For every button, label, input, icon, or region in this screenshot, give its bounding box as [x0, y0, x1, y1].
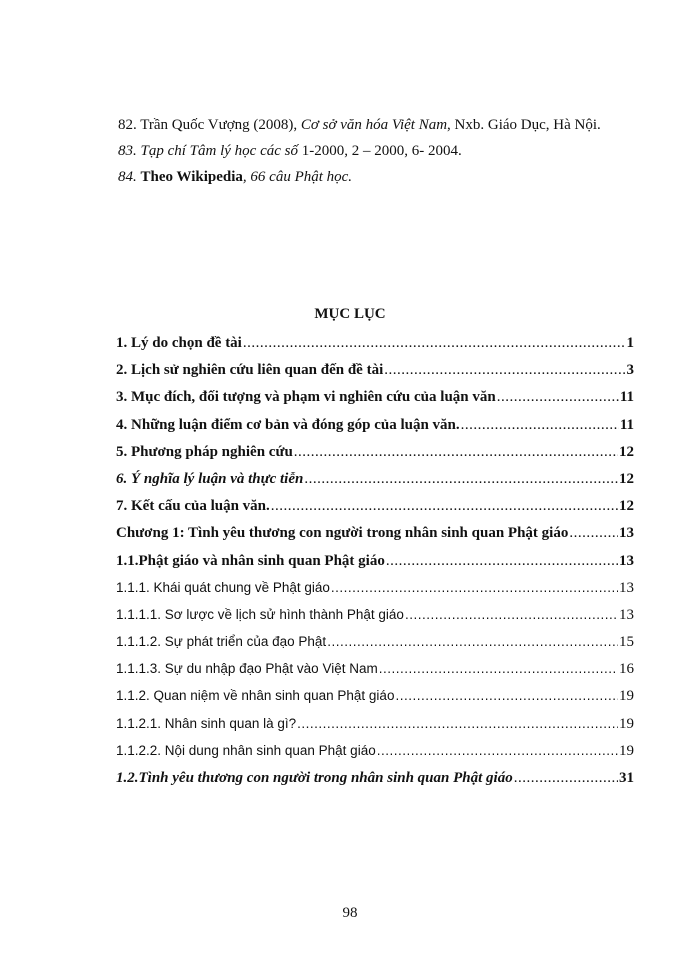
toc-entry-text: 1.1.1. Khái quát chung về Phật giáo [116, 579, 330, 595]
toc-entry-page: 13 [619, 606, 634, 623]
toc-entry-page: 1 [626, 335, 634, 351]
reference-author: Trần Quốc Vượng (2008), [140, 117, 301, 133]
reference-title: Tạp chí Tâm lý học các số [140, 143, 298, 159]
toc-entry-text: 4. Những luận điểm cơ bản và đóng góp của luận văn. [116, 416, 460, 433]
toc-entry-page: 11 [619, 389, 634, 406]
toc-entry-text: 3. Mục đích, đối tượng và phạm vi nghiên cứu của luận văn [116, 389, 496, 406]
toc-entry-text: 2. Lịch sử nghiên cứu liên quan đến đề tài [116, 362, 384, 379]
toc-entry-text: 1.1.2. Quan niệm về nhân sinh quan Phật giáo [116, 688, 395, 704]
toc-leader-dots [569, 525, 618, 542]
toc-entry-page: 3 [626, 362, 634, 379]
toc-entry-text: 1.1.1.1. Sơ lược về lịch sử hình thành Phật giáo [116, 606, 404, 622]
toc-entry [116, 444, 634, 471]
reference-source: Theo Wikipedia [140, 169, 243, 185]
toc-entry-page: 19 [619, 688, 634, 705]
toc-entry [116, 688, 634, 715]
toc-leader-dots [327, 634, 618, 649]
toc-entry [116, 743, 634, 770]
toc-entry [116, 634, 634, 661]
toc-entry-page: 12 [619, 498, 634, 515]
reference-title: , 66 câu Phật học. [242, 169, 353, 185]
toc-entry-text: 1.2.Tình yêu thương con người trong nhân sinh quan Phật giáo [116, 770, 513, 786]
toc-entry [116, 553, 634, 580]
toc-entry-page: 12 [619, 443, 634, 460]
toc-leader-dots [304, 471, 618, 488]
reference-number: 82. [118, 117, 141, 133]
toc-entry-page: 16 [619, 661, 634, 678]
reference-item-82 [118, 112, 634, 138]
toc-entry [116, 716, 634, 743]
toc-entry [116, 471, 634, 498]
reference-publisher: , Nxb. Giáo Dục, Hà Nội. [447, 117, 601, 133]
toc-leader-dots [294, 444, 618, 461]
toc-entry [116, 335, 634, 362]
toc-entry-text: 1.1.2.2. Nội dung nhân sinh quan Phật giáo [116, 742, 376, 758]
reference-list [118, 112, 634, 190]
reference-title: Cơ sở văn hóa Việt Nam [300, 117, 448, 133]
toc-leader-dots [386, 553, 618, 570]
toc-entry-text: 1.1.2.1. Nhân sinh quan là gì? [116, 715, 297, 731]
table-of-contents [116, 335, 634, 797]
toc-title: MỤC LỤC [314, 306, 386, 322]
toc-leader-dots [377, 743, 618, 758]
toc-entry-page: 31 [619, 770, 634, 786]
toc-entry-text: 1.1.1.2. Sự phát triển của đạo Phật [116, 634, 327, 650]
toc-leader-dots [514, 770, 618, 787]
toc-entry [116, 607, 634, 634]
reference-number: 84. [118, 169, 141, 185]
toc-entry-text: 7. Kết cấu của luận văn. [116, 498, 270, 515]
reference-item-83 [118, 138, 634, 164]
toc-entry [116, 661, 634, 688]
toc-entry-page: 15 [619, 634, 634, 651]
toc-leader-dots [405, 607, 618, 622]
toc-entry-page: 19 [619, 742, 634, 759]
toc-leader-dots [384, 362, 625, 379]
toc-leader-dots [379, 661, 618, 676]
toc-leader-dots [395, 688, 618, 703]
toc-entry-text: Chương 1: Tình yêu thương con người trong nhân sinh quan Phật giáo [116, 525, 569, 542]
toc-leader-dots [497, 389, 619, 406]
toc-entry [116, 362, 634, 389]
toc-entry [116, 389, 634, 416]
toc-entry-page: 12 [619, 470, 634, 487]
toc-entry-text: 6. Ý nghĩa lý luận và thực tiễn [116, 470, 304, 487]
toc-entry-text: 5. Phương pháp nghiên cứu [116, 443, 293, 460]
page-number: 98 [342, 905, 358, 921]
toc-entry-page: 13 [619, 579, 634, 596]
toc-entry-text: 1.1.1.3. Sự du nhập đạo Phật vào Việt Nam [116, 661, 378, 677]
toc-leader-dots [297, 716, 618, 731]
toc-leader-dots [331, 580, 618, 595]
toc-entry [116, 417, 634, 444]
toc-entry [116, 525, 634, 552]
toc-leader-dots [271, 498, 618, 515]
toc-entry-page: 13 [619, 525, 634, 542]
toc-entry-page: 19 [619, 715, 634, 732]
toc-entry-page: 11 [619, 416, 634, 433]
reference-item-84 [118, 164, 634, 190]
reference-issues: 1-2000, 2 – 2000, 6- 2004. [297, 143, 462, 159]
toc-entry-text: 1.1.Phật giáo và nhân sinh quan Phật giáo [116, 552, 385, 569]
toc-entry [116, 770, 634, 797]
toc-entry [116, 498, 634, 525]
toc-leader-dots [461, 417, 619, 434]
toc-leader-dots [243, 335, 626, 352]
toc-entry [116, 580, 634, 607]
toc-entry-page: 13 [619, 552, 634, 569]
toc-entry-text: 1. Lý do chọn đề tài [116, 335, 242, 351]
reference-number: 83. [118, 143, 141, 159]
